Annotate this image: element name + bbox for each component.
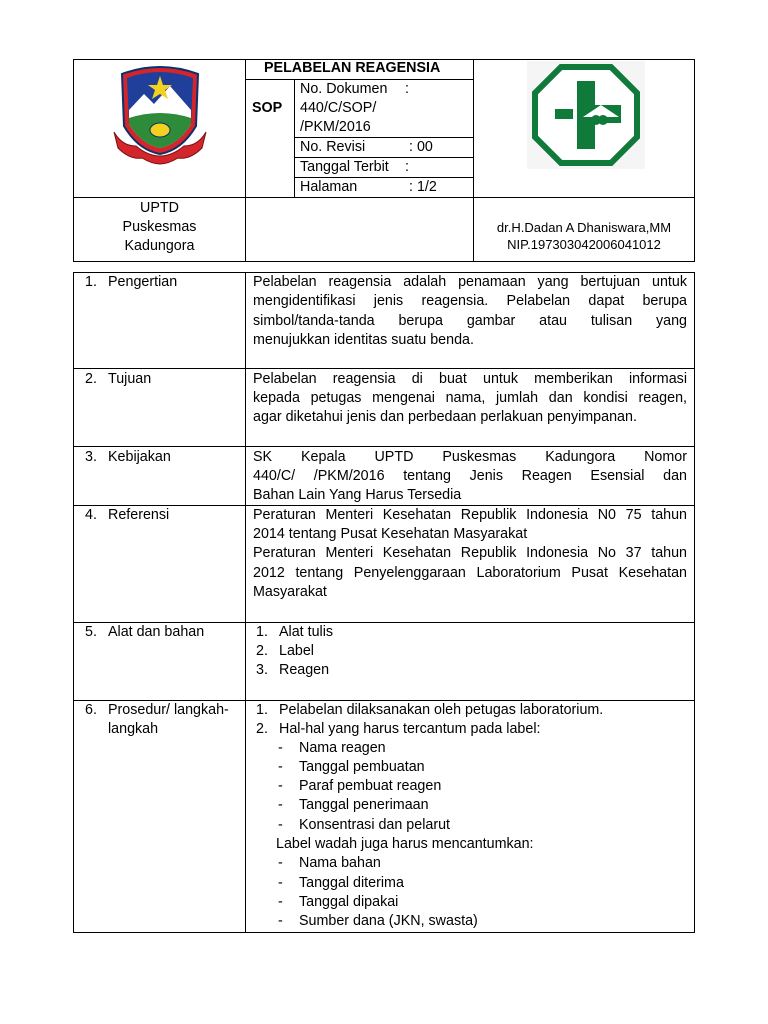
label-item: Tanggal penerimaan (299, 797, 429, 813)
dash-bullet: - (278, 894, 283, 910)
section-text-line: SK Kepala UPTD Puskesmas Kadungora Nomor (253, 449, 687, 465)
dash-bullet: - (278, 797, 283, 813)
section-text-line: agar diketahui jenis dan perbedaan perlakuan penyimpanan. (253, 409, 637, 425)
revision-value: : 00 (409, 139, 433, 155)
section-text-line: Pelabelan reagensia di buat untuk memberikan informasi (253, 371, 687, 387)
doc-number-label: No. Dokumen (300, 81, 388, 97)
doc-number-value-2: /PKM/2016 (300, 119, 371, 135)
revision-label: No. Revisi (300, 139, 366, 155)
section-text-line: Bahan Lain Yang Harus Tersedia (253, 487, 462, 503)
dash-bullet: - (278, 778, 283, 794)
doc-number-value-1: 440/C/SOP/ (300, 100, 377, 116)
section-text-line: kepada petugas mengenai nama, jumlah dan kondisi reagen, (253, 390, 687, 406)
list-item-number: 2. (256, 643, 268, 659)
section-number: 6. (85, 702, 97, 718)
label-item: Nama reagen (299, 740, 386, 756)
section-text-line: 440/C/ /PKM/2016 tentang Jenis Reagen Esensial dan (253, 468, 687, 484)
section-label-tujuan: Tujuan (108, 371, 152, 387)
section-number: 2. (85, 371, 97, 387)
dash-bullet: - (278, 817, 283, 833)
step-number: 1. (256, 702, 268, 718)
section-label-alat-bahan: Alat dan bahan (108, 624, 205, 640)
section-text-line: Peraturan Menteri Kesehatan Republik Indonesia N0 75 tahun (253, 507, 687, 523)
dash-bullet: - (278, 875, 283, 891)
dash-bullet: - (278, 759, 283, 775)
org-name-line3: Kadungora (124, 238, 195, 254)
section-text-line: simbol/tanda-tanda berupa gambar atau tulisan yang (253, 313, 687, 329)
regency-crest-logo (112, 64, 208, 166)
section-label-prosedur-cont: langkah (108, 721, 159, 737)
dash-bullet: - (278, 913, 283, 929)
section-number: 1. (85, 274, 97, 290)
section-text-line: Pelabelan reagensia adalah penamaan yang bertujuan untuk (253, 274, 687, 290)
sop-label: SOP (252, 100, 283, 116)
container-label-intro: Label wadah juga harus mencantumkan: (276, 836, 534, 852)
section-label-kebijakan: Kebijakan (108, 449, 171, 465)
label-item: Paraf pembuat reagen (299, 778, 442, 794)
step-text: Pelabelan dilaksanakan oleh petugas laboratorium. (279, 702, 604, 718)
label-item: Konsentrasi dan pelarut (299, 817, 451, 833)
section-text-line: menujukkan identitas suatu benda. (253, 332, 474, 348)
list-item: Label (279, 643, 314, 659)
list-item-number: 1. (256, 624, 268, 640)
container-item: Sumber dana (JKN, swasta) (299, 913, 478, 929)
doc-number-colon: : (405, 81, 409, 97)
step-number: 2. (256, 721, 268, 737)
section-text-line: 2012 tentang Penyelenggaraan Laboratorium Pusat Kesehatan (253, 565, 687, 581)
document-title: PELABELAN REAGENSIA (264, 60, 441, 76)
page-value: : 1/2 (409, 179, 437, 195)
dash-bullet: - (278, 855, 283, 871)
section-text-line: Masyarakat (253, 584, 327, 600)
section-label-prosedur: Prosedur/ langkah- (108, 702, 229, 718)
signer-name: dr.H.Dadan A Dhaniswara,MM (496, 220, 672, 235)
page-label: Halaman (300, 179, 358, 195)
dash-bullet: - (278, 740, 283, 756)
org-name-line1: UPTD (140, 200, 179, 216)
section-number: 4. (85, 507, 97, 523)
section-text-line: 2014 tentang Pusat Kesehatan Masyarakat (253, 526, 528, 542)
section-text-line: Peraturan Menteri Kesehatan Republik Indonesia No 37 tahun (253, 545, 687, 561)
signer-nip: NIP.197303042006041012 (507, 237, 661, 252)
org-name-line2: Puskesmas (122, 219, 197, 235)
section-number: 3. (85, 449, 97, 465)
section-text-line: mengidentifikasi jenis reagensia. Pelabelan dapat berupa (253, 293, 687, 309)
container-item: Tanggal diterima (299, 875, 404, 891)
section-label-referensi: Referensi (108, 507, 170, 523)
step-text: Hal-hal yang harus tercantum pada label: (279, 721, 541, 737)
list-item: Reagen (279, 662, 330, 678)
issue-date-value: : (405, 159, 409, 175)
label-item: Tanggal pembuatan (299, 759, 425, 775)
container-item: Tanggal dipakai (299, 894, 399, 910)
section-label-pengertian: Pengertian (108, 274, 178, 290)
issue-date-label: Tanggal Terbit (300, 159, 389, 175)
container-item: Nama bahan (299, 855, 381, 871)
list-item-number: 3. (256, 662, 268, 678)
list-item: Alat tulis (279, 624, 334, 640)
section-number: 5. (85, 624, 97, 640)
puskesmas-logo (527, 61, 645, 169)
